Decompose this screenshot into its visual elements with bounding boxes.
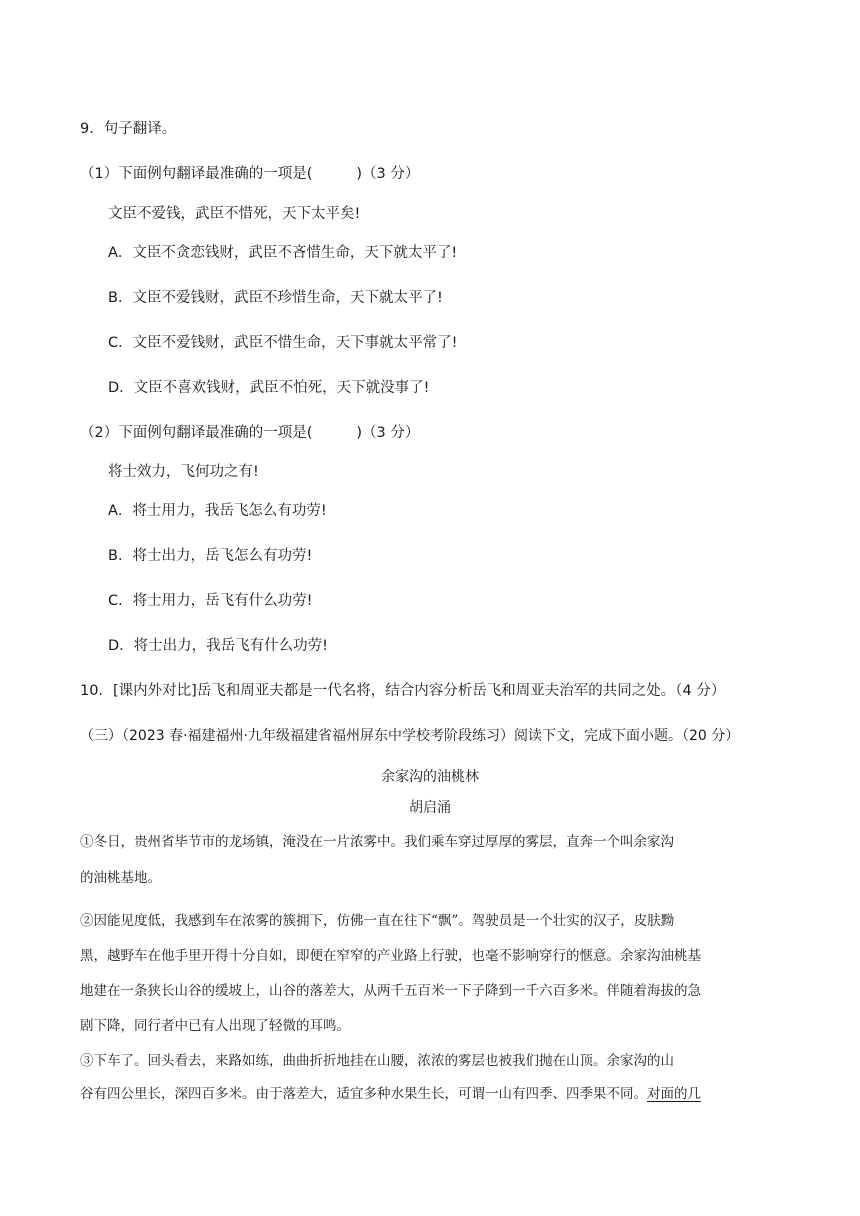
article-paragraph-line: ②因能见度低，我感到车在浓雾的簇拥下，仿佛一直在往下“飘”。驾驶员是一个壮实的汉子，皮肤黝 <box>80 913 675 929</box>
question-9-1-sentence: 文臣不爱钱，武臣不惜死，天下太平矣! <box>108 206 361 222</box>
question-9-2-prompt-text: （2）下面例句翻译最准确的一项是( <box>80 425 313 441</box>
question-9-1-prompt <box>80 164 419 184</box>
option-d: D．将士出力，我岳飞有什么功劳! <box>108 638 328 654</box>
article-paragraph-line: 剧下降，同行者中已有人出现了轻微的耳鸣。 <box>80 1018 350 1034</box>
article-paragraph-line: 地建在一条狭长山谷的缓坡上，山谷的落差大，从两千五百米一下子降到一千六百多米。伴随着海拔的急 <box>80 983 701 999</box>
question-9-2-score: )（3 分） <box>356 425 420 441</box>
article-paragraph-line: 黑，越野车在他手里开得十分自如，即便在窄窄的产业路上行驶，也毫不影响穿行的惬意。余家沟油桃基 <box>80 948 701 964</box>
article-paragraph-line <box>80 1084 701 1104</box>
question-9-1-score: )（3 分） <box>356 166 420 182</box>
option-a: A．文臣不贪恋钱财，武臣不吝惜生命，天下就太平了! <box>108 245 458 261</box>
article-author: 胡启涌 <box>409 800 451 816</box>
option-a: A．将士用力，我岳飞怎么有功劳! <box>108 503 327 519</box>
option-c: C．将士用力，岳飞有什么功劳! <box>108 593 313 609</box>
article-title: 余家沟的油桃林 <box>381 769 479 785</box>
question-10: 10．[课内外对比]岳飞和周亚夫都是一代名将，结合内容分析岳飞和周亚夫治军的共同之处。（4 分） <box>80 683 726 699</box>
option-c: C．文臣不爱钱财，武臣不惜生命，天下事就太平常了! <box>108 335 458 351</box>
option-b: B．文臣不爱钱财，武臣不珍惜生命，天下就太平了! <box>108 290 443 306</box>
question-9-heading: 9．句子翻译。 <box>80 121 177 137</box>
article-paragraph-text: 谷有四公里长，深四百多米。由于落差大，适宜多种水果生长，可谓一山有四季、四季果不同。 <box>80 1086 647 1102</box>
article-paragraph-line: 的油桃基地。 <box>80 870 161 886</box>
underlined-phrase: 对面的几 <box>647 1086 701 1102</box>
section-3-heading: （三）（2023 春·福建福州·九年级福建省福州屏东中学校考阶段练习）阅读下文，完成下面小题。（20 分） <box>80 728 740 744</box>
option-d: D．文臣不喜欢钱财，武臣不怕死，天下就没事了! <box>108 380 430 396</box>
article-paragraph-line: ①冬日，贵州省毕节市的龙场镇，淹没在一片浓雾中。我们乘车穿过厚厚的雾层，直奔一个叫余家沟 <box>80 834 674 850</box>
question-9-2-sentence: 将士效力，飞何功之有! <box>108 464 259 480</box>
article-paragraph-line: ③下车了。回头看去，来路如练，曲曲折折地挂在山腰，浓浓的雾层也被我们抛在山顶。余家沟的山 <box>80 1053 674 1069</box>
question-9-1-prompt-text: （1）下面例句翻译最准确的一项是( <box>80 166 313 182</box>
option-b: B．将士出力，岳飞怎么有功劳! <box>108 548 313 564</box>
question-9-2-prompt <box>80 423 419 443</box>
